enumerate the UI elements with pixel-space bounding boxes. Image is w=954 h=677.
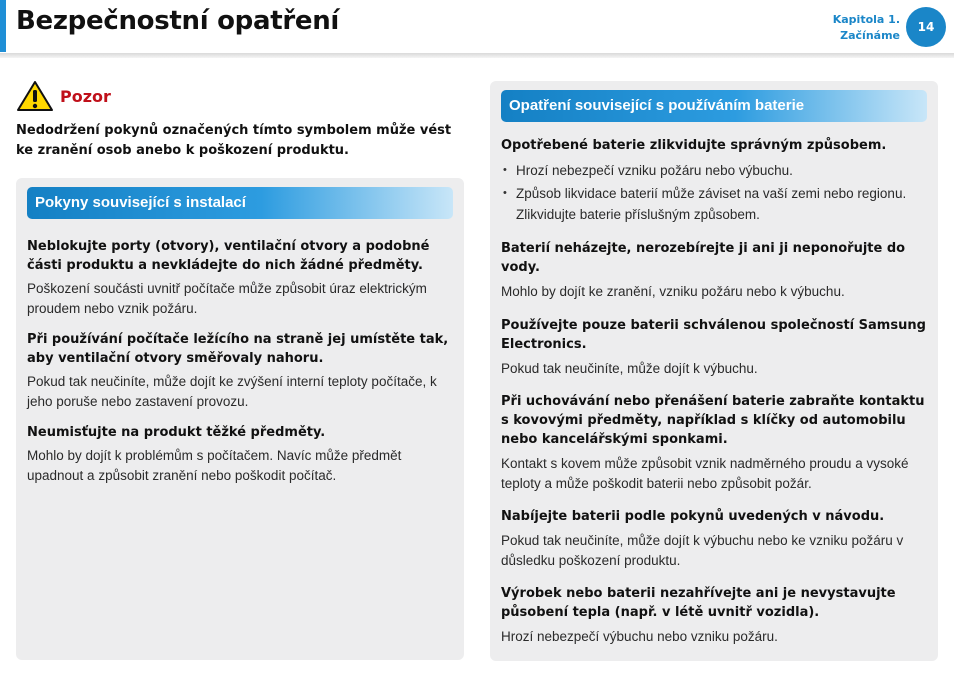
battery-item-title: Nabíjejte baterii podle pokynů uvedených v návodu. [501, 509, 885, 524]
battery-panel [490, 81, 938, 661]
page-number: 14 [917, 20, 935, 34]
installation-heading: Pokyny související s instalací [27, 187, 453, 219]
battery-item-text: Pokud tak neučiníte, může dojít k výbuchu nebo ke vzniku požáru v důsledku poškození produktu. [501, 533, 904, 568]
warning-triangle-icon [16, 80, 54, 112]
bullet-item: • Hrozí nebezpečí vzniku požáru nebo výbuchu. [501, 160, 927, 181]
battery-item-text: Kontakt s kovem může způsobit vznik nadměrného proudu a vysoké teploty a může poškodit baterii nebo způsobit požár. [501, 456, 909, 491]
installation-item [27, 330, 453, 411]
battery-item-title: Opotřebené baterie zlikvidujte správným způsobem. [501, 138, 887, 153]
installation-list [27, 237, 453, 485]
installation-item-text: Pokud tak neučiníte, může dojít ke zvýšení interní teploty počítače, k jeho poruše nebo zastavení provozu. [27, 374, 437, 409]
battery-item-text: Pokud tak neučiníte, může dojít k výbuchu. [501, 360, 758, 376]
battery-heading: Opatření související s používáním baterie [501, 90, 927, 122]
warning-header [16, 80, 464, 112]
installation-item [27, 237, 453, 318]
installation-item [27, 423, 453, 485]
page-title: Bezpečnostní opatření [16, 6, 340, 36]
chapter-name: Začínáme [840, 29, 900, 42]
installation-item-text: Poškození součásti uvnitř počítače může způsobit úraz elektrickým proudem nebo vznik požáru. [27, 281, 427, 316]
header-accent-bar [0, 0, 6, 52]
battery-item [501, 507, 927, 570]
installation-panel [16, 178, 464, 660]
warning-block [16, 80, 464, 161]
installation-item-title: Při používání počítače ležícího na straně jej umístěte tak, aby ventilační otvory směřovaly nahoru. [27, 332, 449, 366]
chapter-label[interactable] [833, 12, 900, 44]
battery-bullet-list [501, 160, 927, 225]
battery-item [501, 584, 927, 647]
battery-item-title: Výrobek nebo baterii nezahřívejte ani je nevystavujte působení tepla (např. v létě uvnitř vozidla). [501, 586, 896, 620]
warning-text: Nedodržení pokynů označených tímto symbolem může vést ke zranění osob anebo k poškození produktu. [16, 123, 452, 158]
battery-item-title: Při uchovávání nebo přenášení baterie zabraňte kontaktu s kovovými předměty, například s klíčky od automobilu nebo kancelářskými sponkami. [501, 394, 925, 447]
battery-item [501, 392, 927, 493]
page-number-badge [906, 7, 946, 47]
header-divider [0, 53, 954, 58]
installation-item-text: Mohlo by dojít k problémům s počítačem. Navíc může předmět upadnout a způsobit zranění nebo poškodit počítač. [27, 448, 402, 483]
battery-item [501, 136, 927, 225]
battery-item-text: Mohlo by dojít ke zranění, vzniku požáru nebo k výbuchu. [501, 284, 845, 299]
battery-item [501, 239, 927, 302]
battery-item [501, 316, 927, 379]
bullet-item: • Způsob likvidace baterií může záviset na vaší zemi nebo regionu. Zlikvidujte baterie příslušným způsobem. [501, 183, 927, 225]
battery-item-title: Baterií neházejte, nerozebírejte ji ani ji neponořujte do vody. [501, 241, 906, 275]
chapter-number: Kapitola 1. [832, 13, 900, 26]
installation-item-title: Neblokujte porty (otvory), ventilační otvory a podobné části produktu a nevkládejte do nich žádné předměty. [27, 239, 430, 273]
battery-list [501, 136, 927, 647]
battery-item-title: Používejte pouze baterii schválenou společností Samsung Electronics. [501, 317, 926, 352]
battery-item-text: Hrozí nebezpečí výbuchu nebo vzniku požáru. [501, 629, 778, 644]
warning-title: Pozor [60, 86, 111, 106]
installation-item-title: Neumisťujte na produkt těžké předměty. [27, 425, 326, 440]
